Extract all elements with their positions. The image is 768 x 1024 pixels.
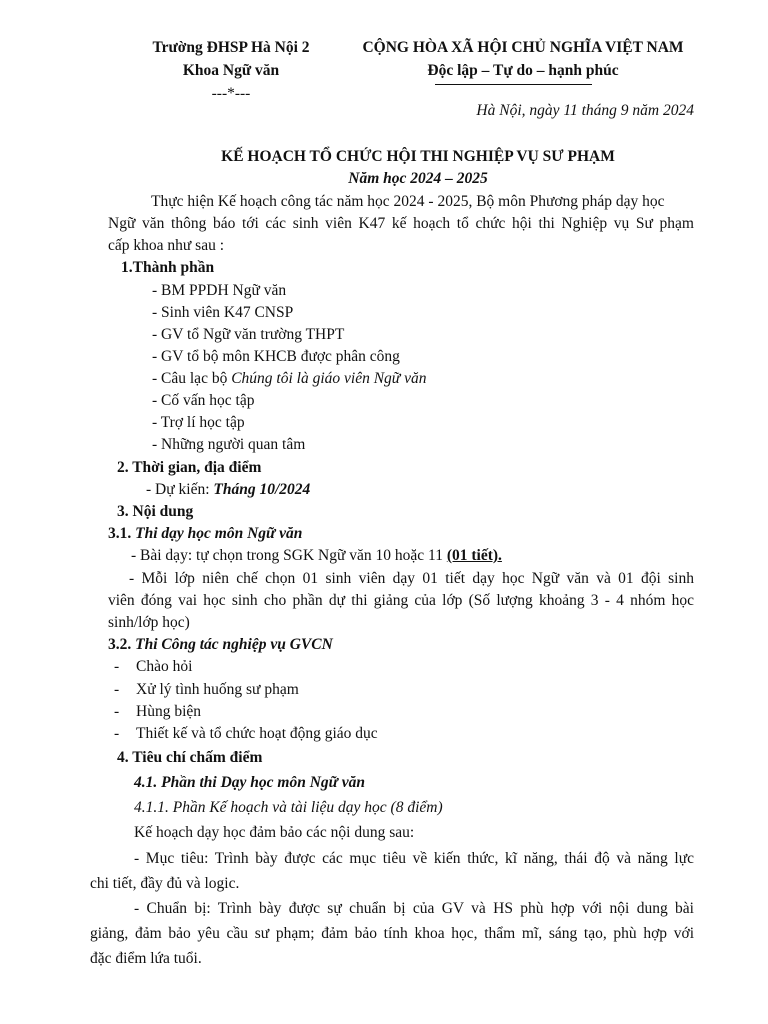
document-subtitle: Năm học 2024 – 2025 — [348, 170, 488, 187]
lesson-count: (01 tiết). — [446, 547, 502, 564]
section-3-2-title: Thi Công tác nghiệp vụ GVCN — [135, 636, 333, 653]
criteria-objectives-cont: chi tiết, đầy đủ và logic. — [90, 875, 240, 892]
section-3-1-number: 3.1. — [108, 525, 136, 542]
section-3-1-title: Thi dạy học môn Ngữ văn — [135, 525, 303, 542]
club-prefix: - Câu lạc bộ — [152, 370, 232, 387]
section-3-2-heading — [108, 636, 333, 654]
section-3-2-item: Chào hỏi — [136, 658, 193, 675]
section-1-item: - Cố vấn học tập — [152, 392, 255, 409]
section-3-1-item-cont: sinh/lớp học) — [108, 614, 190, 631]
criteria-preparation: - Chuẩn bị: Trình bày được sự chuẩn bị của GV và HS phù hợp với nội dung bài — [134, 900, 694, 917]
section-1-item: - Những người quan tâm — [152, 436, 306, 453]
faculty-name: Khoa Ngữ văn — [182, 62, 280, 79]
lesson-prefix: - Bài dạy: tự chọn trong SGK Ngữ văn 10 hoặc 11 — [131, 547, 447, 564]
criteria-objectives: - Mục tiêu: Trình bày được các mục tiêu về kiến thức, kĩ năng, thái độ và năng lực — [134, 850, 694, 867]
section-3-2-item: Thiết kế và tổ chức hoạt động giáo dục — [136, 725, 378, 742]
section-3-1-heading — [108, 525, 302, 543]
section-3-1-item-cont: viên đóng vai học sinh cho phần dự thi giảng của lớp (Số lượng khoảng 3 - 4 nhóm học — [108, 592, 694, 609]
section-3-2-dash: - — [114, 658, 120, 675]
section-1-item: - Sinh viên K47 CNSP — [152, 304, 294, 321]
document-title: KẾ HOẠCH TỔ CHỨC HỘI THI NGHIỆP VỤ SƯ PHẠM — [221, 148, 615, 165]
section-4-1-1-heading: 4.1.1. Phần Kế hoạch và tài liệu dạy học (8 điểm) — [134, 799, 443, 816]
dateline: Hà Nội, ngày 11 tháng 9 năm 2024 — [476, 102, 694, 119]
section-1-item — [152, 370, 427, 388]
section-2-item — [146, 481, 310, 499]
intro-line-1: Thực hiện Kế hoạch công tác năm học 2024 - 2025, Bộ môn Phương pháp dạy học — [151, 193, 665, 210]
section-1-item: - GV tổ Ngữ văn trường THPT — [152, 326, 345, 343]
section-3-2-dash: - — [114, 725, 120, 742]
section-3-heading: 3. Nội dung — [117, 503, 194, 520]
national-title: CỘNG HÒA XÃ HỘI CHỦ NGHĨA VIỆT NAM — [362, 39, 684, 56]
section-1-item: - Trợ lí học tập — [152, 414, 245, 431]
section-3-2-item: Hùng biện — [136, 703, 202, 720]
section-3-2-number: 3.2. — [108, 636, 136, 653]
institution-block — [126, 36, 336, 105]
criteria-preparation-cont: giảng, đảm bảo yêu cầu sư phạm; đảm bảo tính khoa học, thẩm mĩ, sáng tạo, phù hợp với — [90, 925, 694, 942]
section-3-1-item: - Mỗi lớp niên chế chọn 01 sinh viên dạy 01 tiết dạy học Ngữ văn và 01 đội sinh — [129, 570, 694, 587]
separator-stars: ---*--- — [211, 85, 251, 102]
club-name: Chúng tôi là giáo viên Ngữ văn — [231, 370, 427, 387]
section-4-heading: 4. Tiêu chí chấm điểm — [117, 749, 263, 766]
section-3-1-item — [131, 547, 502, 565]
section-1-item: - GV tổ bộ môn KHCB được phân công — [152, 348, 400, 365]
national-motto: Độc lập – Tự do – hạnh phúc — [427, 62, 619, 79]
national-header — [340, 36, 706, 82]
section-1-item: - BM PPDH Ngữ văn — [152, 282, 287, 299]
criteria-lead: Kế hoạch dạy học đảm bảo các nội dung sau: — [134, 824, 415, 841]
university-name: Trường ĐHSP Hà Nội 2 — [152, 39, 310, 56]
schedule-prefix: - Dự kiến: — [146, 481, 214, 498]
intro-line-3: cấp khoa như sau : — [108, 237, 225, 254]
section-3-2-dash: - — [114, 703, 120, 720]
section-2-heading: 2. Thời gian, địa điểm — [117, 459, 262, 476]
section-1-heading: 1.Thành phần — [121, 259, 215, 276]
section-4-1-heading: 4.1. Phần thi Dạy học môn Ngữ văn — [134, 774, 366, 791]
section-3-2-dash: - — [114, 681, 120, 698]
criteria-preparation-cont: đặc điểm lứa tuổi. — [90, 950, 202, 967]
intro-line-2: Ngữ văn thông báo tới các sinh viên K47 kế hoạch tổ chức hội thi Nghiệp vụ Sư phạm — [108, 215, 694, 232]
schedule-value: Tháng 10/2024 — [213, 481, 311, 498]
section-3-2-item: Xử lý tình huống sư phạm — [136, 681, 299, 698]
motto-underline — [435, 84, 592, 85]
